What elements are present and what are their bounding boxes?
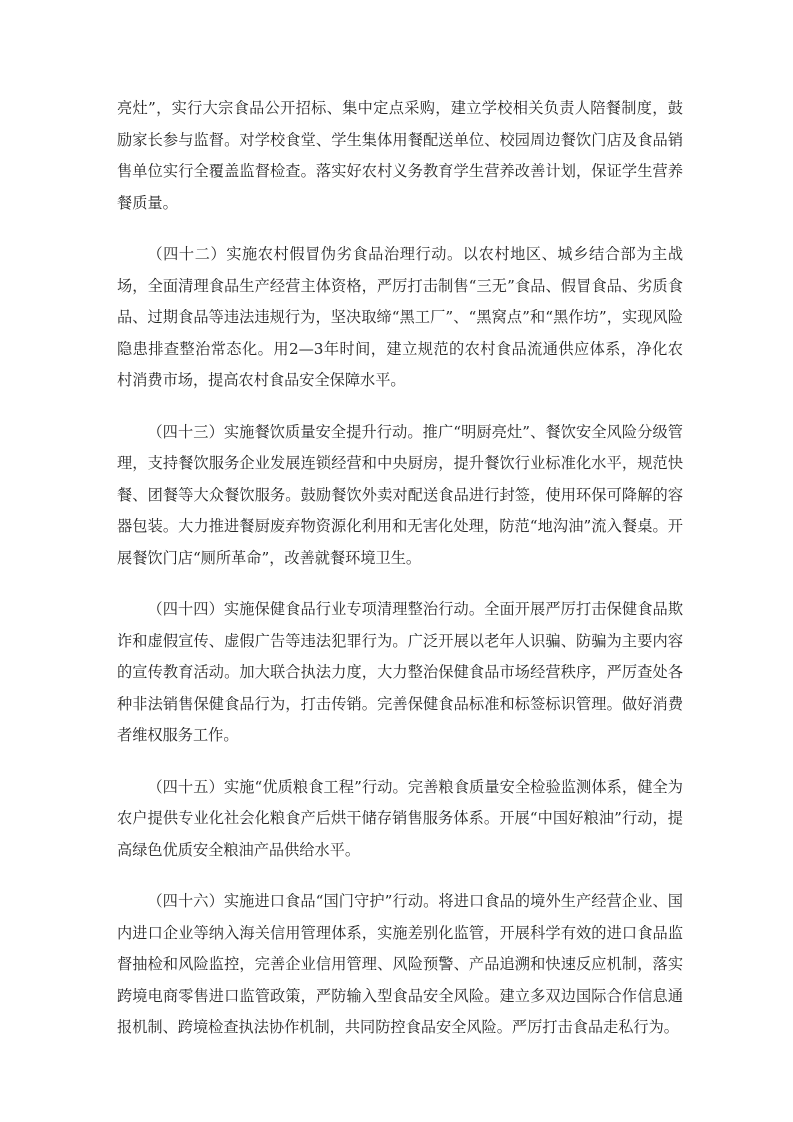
paragraph-item-46: （四十六）实施进口食品“国门守护”行动。将进口食品的境外生产经营企业、国内进口企业等纳入海关信用管理体系，实施差别化监管，开展科学有效的进口食品监督抽检和风险监控，完善企业信用管理、风险预警、产品追溯和快速反应机制，落实跨境电商零售进口监管政策，严防输入型食品安全风险。建立多双边国际合作信息通报机制、跨境检查执法协作机制，共同防控食品安全风险。严厉打击食品走私行为。 bbox=[117, 892, 683, 1036]
document-body bbox=[117, 93, 683, 1064]
paragraph-item-45: （四十五）实施“优质粮食工程”行动。完善粮食质量安全检验监测体系，健全为农户提供专业化社会化粮食产后烘干储存销售服务体系。开展“中国好粮油”行动，提高绿色优质安全粮油产品供给水平。 bbox=[117, 777, 683, 859]
paragraph-continuation: 亮灶”，实行大宗食品公开招标、集中定点采购，建立学校相关负责人陪餐制度，鼓励家长参与监督。对学校食堂、学生集体用餐配送单位、校园周边餐饮门店及食品销售单位实行全覆盖监督检查。落实好农村义务教育学生营养改善计划，保证学生营养餐质量。 bbox=[117, 99, 683, 212]
paragraph-item-43: （四十三）实施餐饮质量安全提升行动。推广“明厨亮灶”、餐饮安全风险分级管理，支持餐饮服务企业发展连锁经营和中央厨房，提升餐饮行业标准化水平，规范快餐、团餐等大众餐饮服务。鼓励餐饮外卖对配送食品进行封签，使用环保可降解的容器包装。大力推进餐厨废弃物资源化利用和无害化处理，防范“地沟油”流入餐桌。开展餐饮门店“厕所革命”，改善就餐环境卫生。 bbox=[117, 422, 683, 567]
paragraph-item-42: （四十二）实施农村假冒伪劣食品治理行动。以农村地区、城乡结合部为主战场，全面清理食品生产经营主体资格，严厉打击制售“三无”食品、假冒食品、劣质食品、过期食品等违法违规行为，坚决取缔“黑工厂”、“黑窝点”和“黑作坊”，实现风险隐患排查整治常态化。用2—3年时间，建立规范的农村食品流通供应体系，净化农村消费市场，提高农村食品安全保障水平。 bbox=[117, 245, 683, 389]
paragraph-item-44: （四十四）实施保健食品行业专项清理整治行动。全面开展严厉打击保健食品欺诈和虚假宣传、虚假广告等违法犯罪行为。广泛开展以老年人识骗、防骗为主要内容的宣传教育活动。加大联合执法力度，大力整治保健食品市场经营秩序，严厉查处各种非法销售保健食品行为，打击传销。完善保健食品标准和标签标识管理。做好消费者维权服务工作。 bbox=[117, 600, 683, 744]
